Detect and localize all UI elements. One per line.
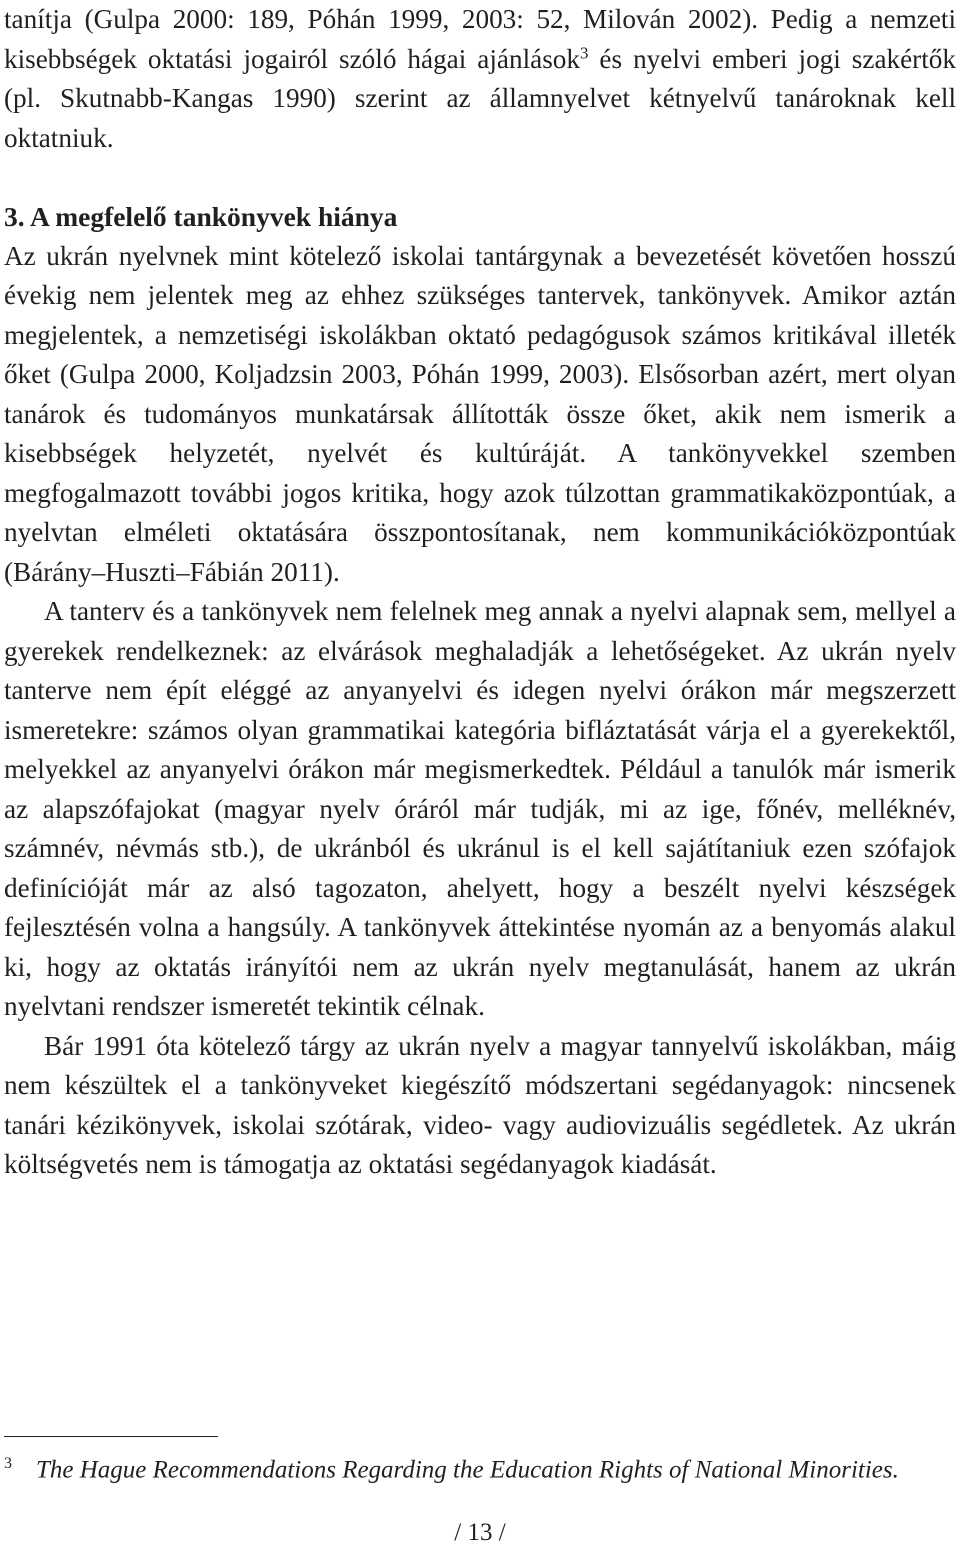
continuation-paragraph	[4, 0, 956, 158]
continuation-text: tanítja (Gulpa 2000: 189, Póhán 1999, 2003: 52, Milován 2002). Pedig a nemzeti kisebbségek oktatási jogairól szóló hágai ajánlások	[4, 4, 956, 74]
footnote-text: The Hague Recommendations Regarding the Education Rights of National Minorities.	[36, 1456, 899, 1484]
section-heading: 3. A megfelelő tankönyvek hiánya	[4, 201, 398, 232]
continuation-text-end: és nyelvi emberi jogi szakértők (pl. Skutnabb-Kangas 1990) szerint az államnyelvet kétnyelvű tanároknak kell oktatniuk.	[4, 43, 956, 153]
footnote-reference[interactable]: 3	[579, 43, 589, 63]
paragraph-3: Bár 1991 óta kötelező tárgy az ukrán nyelv a magyar tannyelvű iskolákban, máig nem készültek el a tankönyveket kiegészítő módszertani segédanyagok: nincsenek tanári kézikönyvek, iskolai szótárak, video- vagy audiovizuális segédletek. Az ukrán költségvetés nem is támogatja az oktatási segédanyagok kiadását.	[4, 1030, 956, 1179]
document-page	[4, 0, 956, 1185]
footnote-number: 3	[4, 1455, 12, 1472]
page-number: / 13 /	[454, 1519, 506, 1546]
footnote	[4, 1446, 956, 1489]
paragraph-1: Az ukrán nyelvnek mint kötelező iskolai tantárgynak a bevezetését követően hosszú évekig nem jelentek meg az ehhez szükséges tantervek, tankönyvek. Amikor aztán megjelentek, a nemzetiségi iskolákban oktató pedagógusok számos kritikával illeték őket (Gulpa 2000, Koljadzsin 2003, Póhán 1999, 2003). Elsősorban azért, mert olyan tanárok és tudományos munkatársak állították össze őket, akik nem ismerik a kisebbségek helyzetét, nyelvét és kultúráját. A tankönyvekkel szemben megfogalmazott további jogos kritika, hogy azok túlzottan grammatikaközpontúak, a nyelvtan elméleti oktatására összpontosítanak, nem kommunikációközpontúak (Bárány–Huszti–Fábián 2011).	[4, 240, 956, 587]
paragraph-2: A tanterv és a tankönyvek nem felelnek meg annak a nyelvi alapnak sem, mellyel a gyerekek rendelkeznek: az elvárások meghaladják a lehetőségeket. Az ukrán nyelv tanterve nem épít eléggé az anyanyelvi és idegen nyelvi órákon már megszerzett ismeretekre: számos olyan grammatikai kategória bifláztatását várja el a gyerekektől, melyekkel az anyanyelvi órákon már megismerkedtek. Például a tanulók már ismerik az alapszófajokat (magyar nyelv óráról már tudják, mi az ige, főnév, melléknév, számnév, névmás stb.), de ukránból és ukránul is el kell sajátítaniuk ezen szófajok definícióját már az alsó tagozaton, ahelyett, hogy a beszélt nyelvi készségek fejlesztésén volna a hangsúly. A tankönyvek áttekintése nyomán az a benyomás alakul ki, hogy az oktatás irányítói nem az ukrán nyelv megtanulását, hanem az ukrán nyelvtani rendszer ismeretét tekintik célnak.	[4, 596, 956, 1021]
footnote-divider	[4, 1436, 218, 1437]
